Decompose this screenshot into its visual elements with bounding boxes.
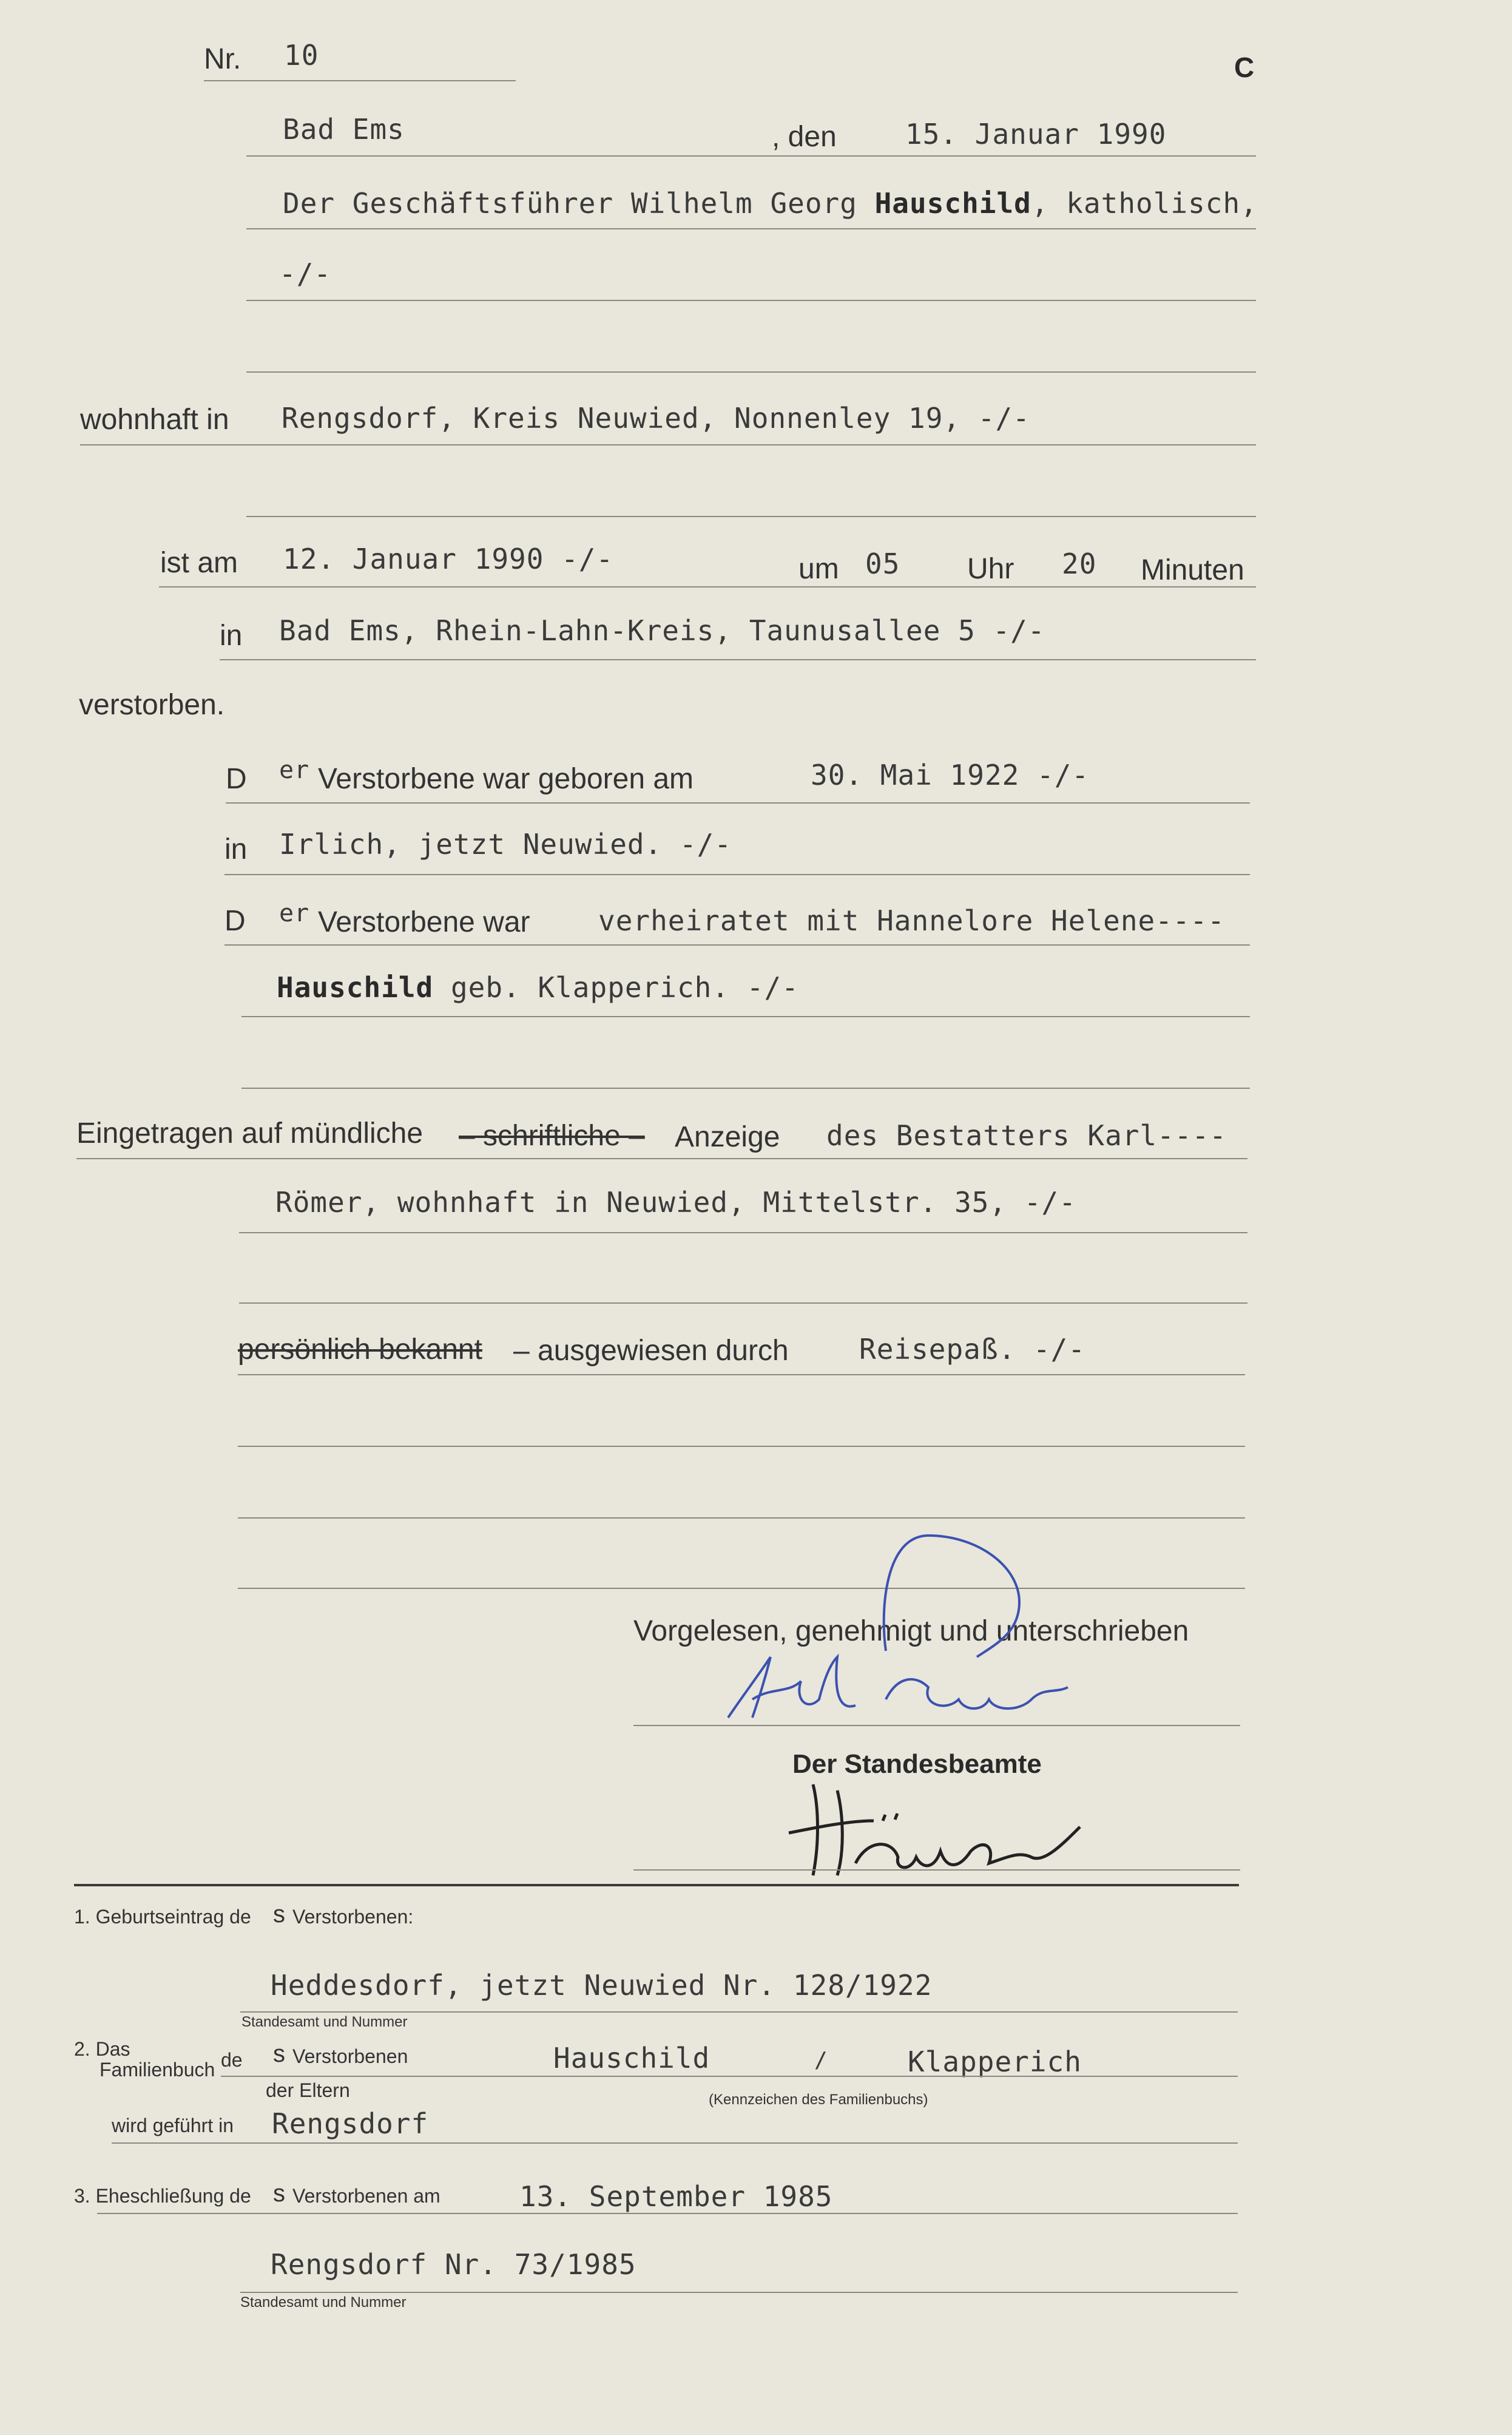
family-name-2: Klapperich bbox=[908, 2045, 1082, 2078]
birth-place: Irlich, jetzt Neuwied. -/- bbox=[279, 828, 732, 861]
vorgelesen-label: Vorgelesen, genehmigt und unterschrieben bbox=[633, 1615, 1189, 1647]
standesamt-nummer-label-2: Standesamt und Nummer bbox=[240, 2294, 407, 2311]
death-place-line bbox=[220, 659, 1256, 660]
death-in-label: in bbox=[220, 620, 243, 652]
corner-letter: C bbox=[1234, 52, 1255, 83]
informant-line-2 bbox=[239, 1232, 1247, 1233]
persoenlich-bekannt-label: persönlich bekannt bbox=[238, 1333, 482, 1366]
death-place: Bad Ems, Rhein-Lahn-Kreis, Taunusallee 5 -/- bbox=[279, 614, 1045, 647]
item2-s: s bbox=[273, 2040, 285, 2067]
informant-blank-line bbox=[239, 1302, 1247, 1304]
den-label: , den bbox=[772, 121, 837, 153]
birth-entry: Heddesdorf, jetzt Neuwied Nr. 128/1922 bbox=[271, 1969, 933, 2002]
id-document-line bbox=[238, 1374, 1245, 1375]
id-document: Reisepaß. -/- bbox=[859, 1333, 1086, 1366]
informant-signature-line bbox=[633, 1725, 1240, 1726]
marriage-date: 13. September 1985 bbox=[519, 2180, 833, 2213]
marriage-d-label: D bbox=[224, 905, 246, 937]
item1-s: s bbox=[273, 1901, 285, 1928]
um-label: um bbox=[798, 553, 839, 585]
residence-line bbox=[80, 444, 1256, 445]
date-line bbox=[246, 155, 1256, 157]
blank-line bbox=[246, 371, 1256, 373]
eingetragen-label: Eingetragen auf mündliche bbox=[76, 1117, 424, 1150]
item3-label: 3. Eheschließung de bbox=[74, 2185, 251, 2207]
registrar-signature bbox=[777, 1772, 1116, 1881]
item3-s: s bbox=[273, 2180, 285, 2207]
birth-entry-line bbox=[240, 2011, 1238, 2013]
uhr-label: Uhr bbox=[967, 553, 1014, 585]
family-separator: / bbox=[814, 2048, 828, 2073]
nr-label: Nr. bbox=[204, 43, 241, 75]
place-of-record: Bad Ems bbox=[283, 113, 405, 146]
deceased-name-line: Der Geschäftsführer Wilhelm Georg Hauschild, katholisch, bbox=[283, 187, 1258, 220]
item2-label-line2: Familienbuch bbox=[100, 2059, 215, 2081]
nr-underline bbox=[204, 80, 516, 81]
item2-verstorbenen: Verstorbenen bbox=[292, 2045, 408, 2067]
geboren-label: Verstorbene war geboren am bbox=[318, 763, 694, 795]
residence-value: Rengsdorf, Kreis Neuwied, Nonnenley 19, -/- bbox=[282, 402, 1030, 435]
family-name-1: Hauschild bbox=[553, 2042, 710, 2074]
birth-in-label: in bbox=[224, 833, 248, 865]
ist-am-label: ist am bbox=[160, 547, 238, 579]
wird-gefuehrt-label: wird geführt in bbox=[112, 2115, 234, 2136]
schriftliche-label: – schriftliche – bbox=[459, 1120, 645, 1152]
name-line-2 bbox=[246, 300, 1256, 301]
spouse-name: Hauschild geb. Klapperich. -/- bbox=[277, 971, 799, 1004]
standesamt-nummer-label: Standesamt und Nummer bbox=[241, 2014, 408, 2030]
nr-value: 10 bbox=[284, 39, 319, 72]
marriage-er-label: er bbox=[279, 899, 310, 927]
standesbeamte-label: Der Standesbeamte bbox=[792, 1749, 1042, 1779]
informant-line1: des Bestatters Karl---- bbox=[826, 1119, 1227, 1152]
footer-separator bbox=[74, 1884, 1239, 1886]
item2-de: de bbox=[221, 2049, 243, 2071]
birth-er-label: er bbox=[279, 756, 310, 784]
verstorbene-war-label: Verstorbene war bbox=[318, 906, 530, 938]
item1-suffix: Verstorbenen: bbox=[292, 1906, 414, 1928]
birth-date: 30. Mai 1922 -/- bbox=[811, 759, 1090, 791]
marriage-entry-line bbox=[240, 2292, 1238, 2293]
death-date: 12. Januar 1990 -/- bbox=[283, 543, 614, 575]
verstorben-label: verstorben. bbox=[79, 689, 225, 721]
birth-place-line bbox=[224, 874, 1250, 875]
item2-label-line1: 2. Das bbox=[74, 2038, 130, 2060]
marriage-entry: Rengsdorf Nr. 73/1985 bbox=[271, 2248, 636, 2281]
marital-status: verheiratet mit Hannelore Helene---- bbox=[598, 904, 1225, 937]
blank-line-a bbox=[238, 1446, 1245, 1447]
kennzeichen-label: (Kennzeichen des Familienbuchs) bbox=[709, 2091, 928, 2108]
family-book-line bbox=[221, 2076, 1238, 2077]
marital-status-line bbox=[224, 944, 1250, 946]
marriage-date-line bbox=[97, 2213, 1238, 2214]
birth-date-line bbox=[226, 802, 1250, 804]
family-book-place-line bbox=[112, 2142, 1238, 2144]
spouse-blank-line bbox=[241, 1088, 1250, 1089]
item2-eltern: der Eltern bbox=[266, 2079, 350, 2101]
name-line bbox=[246, 228, 1256, 229]
ausgewiesen-label: – ausgewiesen durch bbox=[513, 1335, 789, 1367]
death-hour: 05 bbox=[865, 547, 900, 580]
informant-signature bbox=[704, 1517, 1129, 1736]
residence-line-2 bbox=[246, 516, 1256, 517]
family-book-place: Rengsdorf bbox=[272, 2107, 429, 2140]
residence-label: wohnhaft in bbox=[80, 404, 229, 436]
minuten-label: Minuten bbox=[1141, 554, 1244, 586]
informant-line bbox=[76, 1158, 1247, 1159]
death-date-line bbox=[159, 586, 1256, 588]
informant-line2: Römer, wohnhaft in Neuwied, Mittelstr. 35, -/- bbox=[275, 1186, 1076, 1219]
spouse-line bbox=[241, 1016, 1250, 1017]
anzeige-label: Anzeige bbox=[675, 1121, 780, 1153]
record-date: 15. Januar 1990 bbox=[905, 118, 1167, 151]
item1-label: 1. Geburtseintrag de bbox=[74, 1906, 251, 1928]
birth-d-label: D bbox=[226, 763, 247, 795]
registrar-signature-line bbox=[633, 1869, 1240, 1871]
name-line2: -/- bbox=[279, 257, 332, 290]
death-minute: 20 bbox=[1062, 547, 1097, 580]
item3-suffix: Verstorbenen am bbox=[292, 2185, 440, 2207]
